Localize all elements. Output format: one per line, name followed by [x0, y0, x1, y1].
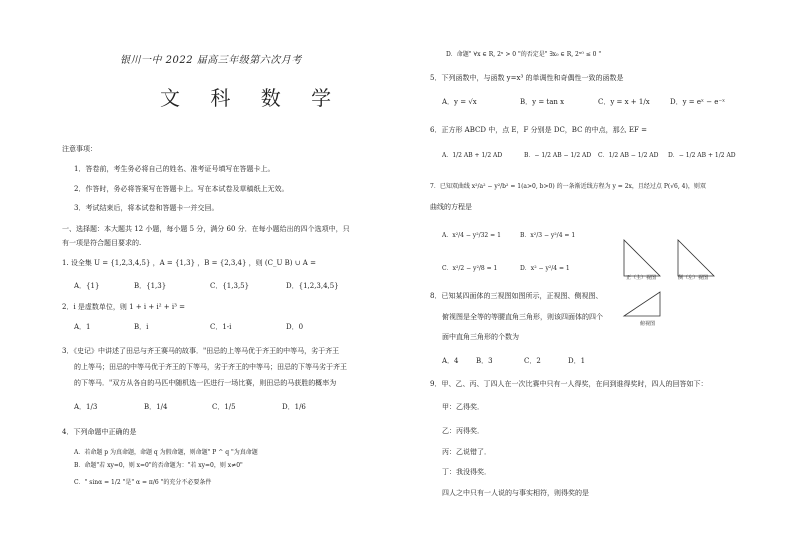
answer-ding: 丁：我没得奖． — [442, 468, 491, 476]
option-b: B．3 — [476, 357, 493, 365]
option-d: D．0 — [286, 323, 304, 331]
notes-heading: 注意事项： — [62, 145, 97, 153]
option-c: C．" sinα = 1/2 "是" α = π/6 "的充分不必要条件 — [74, 479, 212, 486]
option-c: C．{1,3,5} — [210, 282, 250, 290]
question-9-stem: 9．甲、乙、丙、丁四人在一次比赛中只有一人得奖，在问到谁得奖时，四人的回答如下： — [430, 380, 708, 388]
option-a: A．x²/4 − y²/32 = 1 — [442, 232, 501, 239]
option-b: B．− 1/2 AB − 1/2 AD — [524, 152, 592, 159]
note-item: 1．答卷前，考生务必将自己的姓名、准考证号填写在答题卡上。 — [74, 165, 275, 173]
option-d: D．1 — [568, 357, 586, 365]
answer-jia: 甲：乙得奖． — [442, 403, 484, 411]
top-view-label: 俯视图 — [640, 321, 656, 327]
option-c: C．1-i — [210, 323, 232, 331]
front-view-label: 正（主）视图 — [626, 275, 657, 281]
option-c: C．2 — [524, 357, 541, 365]
option-d: D．1/6 — [282, 403, 306, 411]
option-d: D．命题" ∀x ∈ R, 2ˣ > 0 "的否定是" ∃x₀ ∈ R, 2ˣ⁰ ≤ 0 " — [446, 51, 602, 58]
option-c: C．x²/2 − y²/8 = 1 — [442, 265, 498, 272]
option-a: A．1/3 — [74, 403, 98, 411]
option-a: A．1/2 AB + 1/2 AD — [442, 152, 503, 159]
option-b: B．{1,3} — [134, 282, 167, 290]
option-b: B．1/4 — [144, 403, 168, 411]
option-b: B．y = tan x — [520, 98, 565, 106]
option-d: D．y = eˣ − e⁻ˣ — [670, 98, 726, 106]
option-c: C．1/5 — [212, 403, 236, 411]
option-c: C．y = x + 1/x — [598, 98, 650, 106]
school-title: 银川一中 2022 届高三年级第六次月考 — [120, 55, 302, 66]
question-3-line: 的下等马．"双方从各自的马匹中随机选一匹进行一场比赛，则田忌的马获胜的概率为 — [74, 379, 337, 387]
side-view-label: 侧（左）视图 — [678, 275, 709, 281]
question-3-line: 的上等马；田忌的中等马优于齐王的下等马，劣于齐王的中等马；田忌的下等马劣于齐王 — [74, 363, 347, 371]
section-heading: 有一项是符合题目要求的. — [62, 239, 142, 247]
note-item: 3．考试结束后，将本试卷和答题卡一并交回。 — [74, 204, 219, 212]
answer-yi: 乙：丙得奖． — [442, 427, 484, 435]
note-item: 2．作答时，务必将答案写在答题卡上。写在本试卷及草稿纸上无效。 — [74, 185, 289, 193]
option-b: B．i — [134, 323, 149, 331]
side-view-triangle — [678, 240, 714, 276]
question-3-line: 3．《史记》中讲述了田忌与齐王赛马的故事．"田忌的上等马优于齐王的中等马，劣于齐王 — [62, 347, 340, 355]
question-7-line: 7．已知双曲线 x²/a² − y²/b² = 1(a>0, b>0) 的一条渐近线方程为 y = 2x，且经过点 P(√6, 4)，则双 — [430, 183, 706, 190]
question-8-line: 8．已知某四面体的三视图如图所示，正视图、侧视图、 — [430, 292, 603, 300]
top-view-triangle — [624, 292, 660, 316]
option-c: C．1/2 AB − 1/2 AD — [598, 152, 659, 159]
question-8-line: 面中直角三角形的个数为 — [442, 333, 519, 341]
subject-title: 文 科 数 学 — [160, 86, 344, 110]
option-a: A．1 — [74, 323, 91, 331]
question-8-line: 俯视图是全等的等腰直角三角形，则该四面体的四个 — [442, 313, 603, 321]
answer-bing: 丙：乙说错了． — [442, 448, 491, 456]
question-9-tail: 四人之中只有一人说的与事实相符，则得奖的是 — [442, 489, 589, 497]
option-b: B．命题"若 xy=0，则 x=0"的否命题为："若 xy=0，则 x≠0" — [74, 462, 243, 469]
question-6-stem: 6．正方形 ABCD 中，点 E，F 分别是 DC，BC 的中点，那么 EF = — [430, 126, 647, 134]
option-d: D．{1,2,3,4,5} — [286, 282, 339, 290]
question-4-stem: 4．下列命题中正确的是 — [62, 428, 137, 436]
option-a: A．4 — [442, 357, 459, 365]
option-a: A．{1} — [74, 282, 100, 290]
option-a: A．y = √x — [442, 98, 477, 106]
option-b: B．x²/3 − y²/4 = 1 — [520, 232, 576, 239]
option-a: A．若命题 p 为真命题，命题 q 为假命题，则命题" P ^ q "为真命题 — [74, 449, 258, 456]
question-7-line: 曲线的方程是 — [430, 203, 472, 211]
option-d: D．− 1/2 AB + 1/2 AD — [668, 152, 736, 159]
three-view-figure — [620, 236, 720, 336]
option-d: D．x² − y²/4 = 1 — [520, 265, 570, 272]
section-heading: 一、选择题：本大题共 12 小题，每小题 5 分，满分 60 分．在每小题给出的四个选项中，只 — [62, 225, 350, 233]
question-5-stem: 5．下列函数中，与函数 y=x³ 的单调性和奇偶性一致的函数是 — [430, 74, 624, 82]
question-1-stem: 1. 设全集 U = {1,2,3,4,5} ，A = {1,3} ，B = {2,3,4} ，则 (C_U B) ∪ A = — [62, 259, 316, 267]
front-view-triangle — [624, 240, 660, 276]
question-2-stem: 2．i 是虚数单位，则 1 + i + i² + i³ = — [62, 303, 185, 311]
